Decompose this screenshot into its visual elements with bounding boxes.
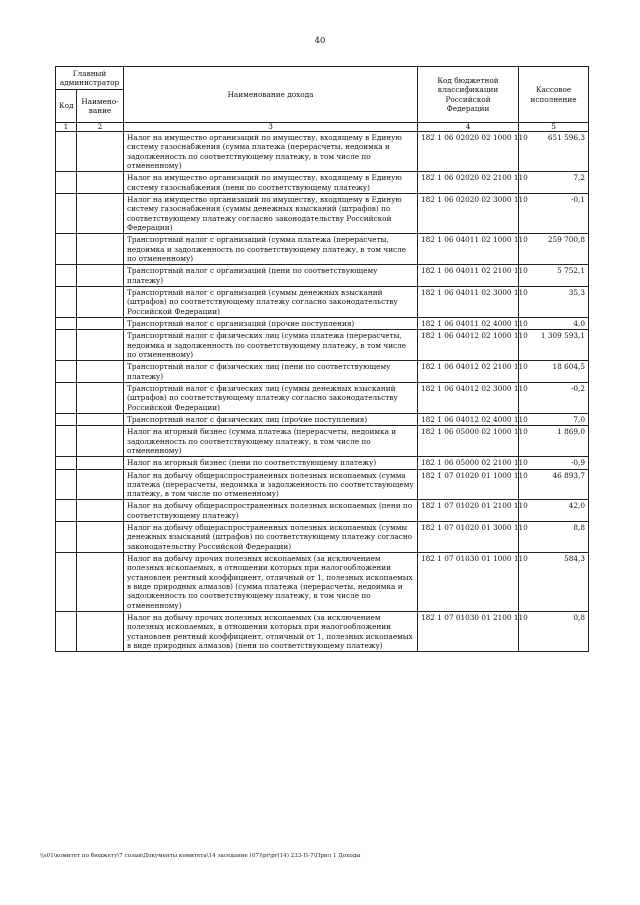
income-name-cell: Налог на добычу прочих полезных ископаемых (за исключением полезных ископаемых, в отношении которых при налогообложении установлен рентный коэффициент, отличный от 1, полезных ископаемых в виде природных алмазов) (сумма платежа (перерасчеты, недоимка и задолженность по соответствующему платежу, в том числе по отмененному) <box>124 553 418 612</box>
table-row <box>56 234 589 265</box>
admin-code-cell <box>56 286 77 317</box>
budget-code-cell: 182 1 06 05000 02 2100 110 <box>418 457 519 469</box>
table-row <box>56 172 589 194</box>
budget-code-cell: 182 1 06 02020 02 3000 110 <box>418 193 519 233</box>
budget-code-cell: 182 1 06 04011 02 3000 110 <box>418 286 519 317</box>
budget-code-cell: 182 1 07 01030 01 2100 110 <box>418 612 519 652</box>
income-name-cell: Налог на добычу общераспространенных полезных ископаемых (пени по соответствующему платежу) <box>124 500 418 522</box>
admin-name-cell <box>77 330 124 361</box>
income-name-cell: Транспортный налог с организаций (сумма платежа (перерасчеты, недоимка и задолженность по соответствующему платежу, в том числе по отмененному) <box>124 234 418 265</box>
table-body <box>56 132 589 652</box>
admin-name-cell <box>77 457 124 469</box>
income-name-cell: Транспортный налог с физических лиц (сумма платежа (перерасчеты, недоимка и задолженность по соответствующему платежу, в том числе по отмененному) <box>124 330 418 361</box>
table-row <box>56 457 589 469</box>
table-row <box>56 361 589 383</box>
table-row <box>56 193 589 233</box>
income-name-cell: Транспортный налог с физических лиц (прочие поступления) <box>124 413 418 425</box>
cash-execution-header: Кассовое исполнение <box>519 67 589 123</box>
amount-cell: 1 309 593,1 <box>519 330 589 361</box>
budget-code-header: Код бюджетной классификации Российской Федерации <box>418 67 519 123</box>
column-numbers-row <box>56 123 589 132</box>
admin-name-cell <box>77 234 124 265</box>
budget-code-cell: 182 1 06 04011 02 4000 110 <box>418 317 519 329</box>
income-name-cell: Транспортный налог с физических лиц (суммы денежных взысканий (штрафов) по соответствующему платежу согласно законодательству Российской Федерации) <box>124 382 418 413</box>
admin-name-cell <box>77 317 124 329</box>
table-row <box>56 265 589 287</box>
column-number: 3 <box>124 123 418 132</box>
amount-cell: 651 596,3 <box>519 132 589 172</box>
table-row <box>56 413 589 425</box>
admin-name-cell <box>77 522 124 553</box>
admin-code-cell <box>56 382 77 413</box>
income-name-cell: Транспортный налог с организаций (суммы денежных взысканий (штрафов) по соответствующему платежу согласно законодательству Российской Федерации) <box>124 286 418 317</box>
admin-code-cell <box>56 132 77 172</box>
amount-cell: -0,1 <box>519 193 589 233</box>
admin-name-cell <box>77 612 124 652</box>
income-name-cell: Транспортный налог с физических лиц (пени по соответствующему платежу) <box>124 361 418 383</box>
table-row <box>56 612 589 652</box>
main-administrator-header: Главный администратор <box>56 67 124 90</box>
income-name-cell: Налог на имущество организаций по имуществу, входящему в Единую систему газоснабжения (пени по соответствующему платежу) <box>124 172 418 194</box>
admin-name-cell <box>77 132 124 172</box>
admin-code-cell <box>56 317 77 329</box>
budget-code-cell: 182 1 06 04012 02 1000 110 <box>418 330 519 361</box>
admin-code-cell <box>56 330 77 361</box>
admin-name-cell <box>77 413 124 425</box>
amount-cell: 1 869,0 <box>519 426 589 457</box>
admin-name-cell <box>77 193 124 233</box>
amount-cell: 18 604,5 <box>519 361 589 383</box>
amount-cell: 4,0 <box>519 317 589 329</box>
admin-code-cell <box>56 553 77 612</box>
budget-code-cell: 182 1 07 01030 01 1000 110 <box>418 553 519 612</box>
admin-code-cell <box>56 457 77 469</box>
amount-cell: 7,2 <box>519 172 589 194</box>
admin-code-cell <box>56 413 77 425</box>
table-row <box>56 286 589 317</box>
table-row <box>56 522 589 553</box>
amount-cell: 7,0 <box>519 413 589 425</box>
budget-code-cell: 182 1 06 02020 02 2100 110 <box>418 172 519 194</box>
admin-name-cell <box>77 172 124 194</box>
admin-code-cell <box>56 522 77 553</box>
admin-code-cell <box>56 426 77 457</box>
admin-code-cell <box>56 469 77 500</box>
budget-code-cell: 182 1 06 04012 02 4000 110 <box>418 413 519 425</box>
income-name-cell: Налог на игорный бизнес (пени по соответствующему платежу) <box>124 457 418 469</box>
column-number: 4 <box>418 123 519 132</box>
admin-code-cell <box>56 193 77 233</box>
admin-code-cell <box>56 500 77 522</box>
amount-cell: 35,3 <box>519 286 589 317</box>
income-name-cell: Налог на игорный бизнес (сумма платежа (перерасчеты, недоимка и задолженность по соответствующему платежу, в том числе по отмененному) <box>124 426 418 457</box>
income-name-cell: Налог на добычу общераспространенных полезных ископаемых (сумма платежа (перерасчеты, недоимка и задолженность по соответствующему платежу, в том числе по отмененному) <box>124 469 418 500</box>
budget-code-cell: 182 1 07 01020 01 1000 110 <box>418 469 519 500</box>
admin-code-cell <box>56 172 77 194</box>
budget-code-cell: 182 1 07 01020 01 3000 110 <box>418 522 519 553</box>
admin-name-cell <box>77 361 124 383</box>
table-row <box>56 330 589 361</box>
income-name-cell: Транспортный налог с организаций (прочие поступления) <box>124 317 418 329</box>
admin-name-cell <box>77 469 124 500</box>
table-row <box>56 426 589 457</box>
budget-code-cell: 182 1 06 04012 02 3000 110 <box>418 382 519 413</box>
table-row <box>56 469 589 500</box>
budget-code-cell: 182 1 06 04011 02 1000 110 <box>418 234 519 265</box>
name-short-header: Наимено-вание <box>77 90 124 123</box>
code-header: Код <box>56 90 77 123</box>
budget-code-cell: 182 1 06 04011 02 2100 110 <box>418 265 519 287</box>
income-name-header: Наименование дохода <box>124 67 418 123</box>
table-row <box>56 553 589 612</box>
income-name-cell: Налог на имущество организаций по имуществу, входящему в Единую систему газоснабжения (сумма платежа (перерасчеты, недоимка и задолженность по соответствующему платежу, в том числе по отмененному) <box>124 132 418 172</box>
amount-cell: 584,3 <box>519 553 589 612</box>
amount-cell: -0,9 <box>519 457 589 469</box>
admin-code-cell <box>56 361 77 383</box>
amount-cell: 259 700,8 <box>519 234 589 265</box>
income-name-cell: Налог на добычу прочих полезных ископаемых (за исключением полезных ископаемых, в отношении которых при налогообложении установлен рентный коэффициент, отличный от 1, полезных ископаемых в виде природных алмазов) (пени по соответствующему платежу) <box>124 612 418 652</box>
admin-name-cell <box>77 286 124 317</box>
column-number: 5 <box>519 123 589 132</box>
table-row <box>56 132 589 172</box>
budget-code-cell: 182 1 07 01020 01 2100 110 <box>418 500 519 522</box>
amount-cell: 5 752,1 <box>519 265 589 287</box>
income-name-cell: Транспортный налог с организаций (пени по соответствующему платежу) <box>124 265 418 287</box>
admin-code-cell <box>56 612 77 652</box>
budget-code-cell: 182 1 06 05000 02 1000 110 <box>418 426 519 457</box>
column-number: 2 <box>77 123 124 132</box>
amount-cell: -0,2 <box>519 382 589 413</box>
table-row <box>56 500 589 522</box>
income-name-cell: Налог на добычу общераспространенных полезных ископаемых (суммы денежных взысканий (штрафов) по соответствующему платежу согласно законодательству Российской Федерации) <box>124 522 418 553</box>
admin-name-cell <box>77 500 124 522</box>
amount-cell: 0,8 <box>519 612 589 652</box>
admin-code-cell <box>56 234 77 265</box>
amount-cell: 46 893,7 <box>519 469 589 500</box>
admin-code-cell <box>56 265 77 287</box>
admin-name-cell <box>77 382 124 413</box>
table-header <box>56 67 589 132</box>
income-report-table <box>55 66 589 652</box>
column-number: 1 <box>56 123 77 132</box>
table-row <box>56 317 589 329</box>
page-number: 40 <box>314 36 326 46</box>
table-row <box>56 382 589 413</box>
admin-name-cell <box>77 265 124 287</box>
admin-name-cell <box>77 553 124 612</box>
amount-cell: 42,0 <box>519 500 589 522</box>
footer-file-path: \\s01\комитет по бюджету\7 созыв\Документы комитета\14 заседание (07)\pr\pr(14) 233-П-7\Прил 1 Доходы <box>40 853 361 859</box>
budget-code-cell: 182 1 06 04012 02 2100 110 <box>418 361 519 383</box>
budget-code-cell: 182 1 06 02020 02 1000 110 <box>418 132 519 172</box>
admin-name-cell <box>77 426 124 457</box>
amount-cell: 8,8 <box>519 522 589 553</box>
income-name-cell: Налог на имущество организаций по имуществу, входящему в Единую систему газоснабжения (суммы денежных взысканий (штрафов) по соответствующему платежу согласно законодательству Российской Федерации) <box>124 193 418 233</box>
